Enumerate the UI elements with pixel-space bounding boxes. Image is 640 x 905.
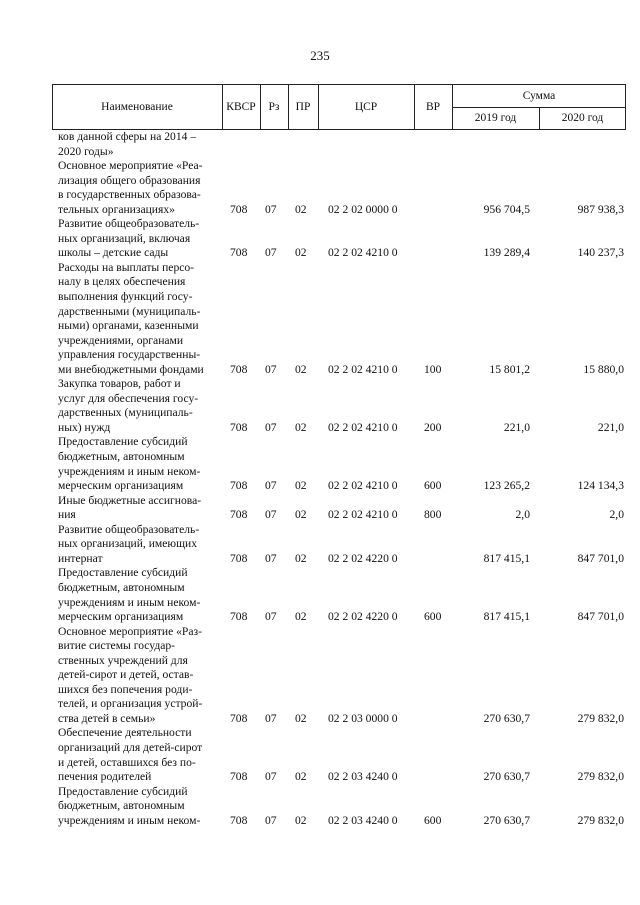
cell-rz: 07 (265, 202, 277, 216)
row-name-line: учреждениям и иным неком- (58, 595, 201, 609)
header-kvsr: КВСР (226, 101, 256, 113)
cell-kvsr: 708 (230, 479, 248, 493)
row-name-line: ния (58, 508, 76, 522)
cell-s2020: 2,0 (609, 508, 624, 522)
header-sum: Сумма (452, 85, 626, 108)
row-name-line: учреждениям и иным неком- (58, 464, 201, 478)
cell-s2019: 15 801,2 (489, 362, 530, 376)
cell-s2020: 279 832,0 (577, 711, 624, 725)
cell-rz: 07 (265, 362, 277, 376)
header-vr: ВР (425, 101, 441, 113)
cell-kvsr: 708 (230, 813, 248, 827)
row-name-line: учреждениями, органами (58, 333, 184, 347)
cell-csr: 02 2 02 4210 0 (328, 508, 398, 522)
table-row (52, 625, 626, 727)
header-border-right (625, 85, 626, 129)
cell-csr: 02 2 02 4220 0 (328, 551, 398, 565)
cell-s2020: 140 237,3 (577, 246, 624, 260)
cell-csr: 02 2 02 4210 0 (328, 362, 398, 376)
row-name-line: ства детей в семьи» (58, 711, 156, 725)
table-header (52, 84, 626, 130)
row-name-line: телей, и организация устрой- (58, 697, 203, 711)
row-name-line: мерческим организациям (58, 610, 184, 624)
cell-pr: 02 (295, 479, 307, 493)
row-name (52, 523, 216, 567)
cell-vr: 600 (424, 813, 442, 827)
row-name-line: Основное мероприятие «Раз- (58, 624, 202, 638)
cell-s2019: 270 630,7 (483, 813, 530, 827)
cell-pr: 02 (295, 813, 307, 827)
cell-rz: 07 (265, 420, 277, 434)
row-name-line: ными) органами, казенными (58, 319, 199, 333)
cell-s2019: 270 630,7 (483, 711, 530, 725)
cell-s2020: 15 880,0 (583, 362, 624, 376)
cell-s2020: 279 832,0 (577, 770, 624, 784)
cell-vr: 600 (424, 610, 442, 624)
row-name-line: бюджетным, автономным (58, 580, 185, 594)
row-name-line: Предоставление субсидий (58, 784, 188, 798)
row-name-line: Основное мероприятие «Реа- (58, 159, 203, 173)
row-name-line: лизация общего образования (58, 173, 201, 187)
table-row (52, 785, 626, 829)
row-name-line: витие системы государ- (58, 639, 176, 653)
header-year-2019: 2019 год (474, 112, 517, 124)
cell-rz: 07 (265, 610, 277, 624)
cell-rz: 07 (265, 246, 277, 260)
row-name (52, 159, 216, 217)
row-name (52, 566, 216, 624)
cell-s2019: 2,0 (515, 508, 530, 522)
row-name (52, 217, 216, 261)
header-divider (222, 85, 223, 129)
cell-s2019: 123 265,2 (483, 479, 530, 493)
cell-s2020: 847 701,0 (577, 551, 624, 565)
cell-rz: 07 (265, 551, 277, 565)
cell-vr: 800 (424, 508, 442, 522)
table-row (52, 566, 626, 624)
row-name (52, 726, 216, 784)
cell-csr: 02 2 03 4240 0 (328, 770, 398, 784)
cell-rz: 07 (265, 479, 277, 493)
header-divider (452, 85, 453, 129)
cell-s2019: 270 630,7 (483, 770, 530, 784)
header-divider (414, 85, 415, 129)
row-name-line: ков данной сферы на 2014 – (58, 130, 197, 143)
cell-s2019: 221,0 (503, 420, 530, 434)
row-name-line: детей-сирот и детей, остав- (58, 668, 194, 682)
row-name (52, 494, 216, 523)
header-divider (288, 85, 289, 129)
cell-s2020: 124 134,3 (577, 479, 624, 493)
row-name-line: школы – детские сады (58, 246, 169, 260)
cell-pr: 02 (295, 202, 307, 216)
row-name-line: Иные бюджетные ассигнова- (58, 493, 202, 507)
row-name-line: Развитие общеобразователь- (58, 217, 200, 231)
row-name-line: ных организаций, имеющих (58, 537, 198, 551)
cell-rz: 07 (265, 711, 277, 725)
page-number: 235 (310, 48, 330, 63)
table-row (52, 159, 626, 217)
row-name-line: шихся без попечения роди- (58, 682, 193, 696)
row-name-line: мерческим организациям (58, 479, 184, 493)
row-name-line: Предоставление субсидий (58, 566, 188, 580)
row-name-line: услуг для обеспечения госу- (58, 391, 199, 405)
row-name-line: налу в целях обеспечения (58, 275, 186, 289)
table-row (52, 377, 626, 435)
row-name-line: Развитие общеобразователь- (58, 522, 200, 536)
header-rz: Рз (268, 101, 280, 113)
table-row (52, 726, 626, 784)
table-row (52, 494, 626, 523)
row-name-line: управления государственны- (58, 348, 201, 362)
row-name-line: бюджетным, автономным (58, 799, 185, 813)
cell-s2019: 817 415,1 (483, 610, 530, 624)
cell-kvsr: 708 (230, 508, 248, 522)
cell-vr: 100 (424, 362, 442, 376)
row-name-line: Закупка товаров, работ и (58, 377, 181, 391)
row-name-line: ми внебюджетными фондами (58, 362, 204, 376)
cell-kvsr: 708 (230, 246, 248, 260)
row-name (52, 785, 216, 829)
row-name-line: ных) нужд (58, 420, 111, 434)
cell-pr: 02 (295, 362, 307, 376)
row-name-line: ственных учреждений для (58, 653, 188, 667)
cell-vr: 600 (424, 479, 442, 493)
row-name-line: интернат (58, 551, 103, 565)
cell-pr: 02 (295, 508, 307, 522)
cell-csr: 02 2 02 4210 0 (328, 246, 398, 260)
table-row (52, 523, 626, 567)
table-body (52, 130, 626, 828)
row-name-line: Предоставление субсидий (58, 435, 188, 449)
row-name-line: бюджетным, автономным (58, 450, 185, 464)
budget-table (52, 84, 626, 828)
cell-s2020: 221,0 (597, 420, 624, 434)
cell-kvsr: 708 (230, 420, 248, 434)
cell-csr: 02 2 03 4240 0 (328, 813, 398, 827)
row-name-line: дарственных (муниципаль- (58, 406, 193, 420)
cell-s2020: 847 701,0 (577, 610, 624, 624)
row-name-line: 2020 годы» (58, 144, 114, 158)
row-name (52, 261, 216, 377)
cell-s2020: 987 938,3 (577, 202, 624, 216)
row-name-line: печения родителей (58, 770, 152, 784)
cell-pr: 02 (295, 246, 307, 260)
row-name-line: дарственными (муниципаль- (58, 304, 201, 318)
header-border-left (52, 85, 53, 129)
cell-pr: 02 (295, 551, 307, 565)
cell-vr: 200 (424, 420, 442, 434)
cell-kvsr: 708 (230, 551, 248, 565)
cell-rz: 07 (265, 813, 277, 827)
row-name-line: организаций для детей-сирот (58, 740, 203, 754)
cell-kvsr: 708 (230, 362, 248, 376)
header-divider (539, 107, 540, 129)
table-row (52, 130, 626, 159)
cell-pr: 02 (295, 420, 307, 434)
row-name-line: в государственных образова- (58, 188, 201, 202)
table-row (52, 435, 626, 493)
cell-kvsr: 708 (230, 770, 248, 784)
cell-csr: 02 2 03 0000 0 (328, 711, 398, 725)
table-row (52, 217, 626, 261)
row-name-line: и детей, оставшихся без по- (58, 755, 196, 769)
row-name-line: учреждениям и иным неком- (58, 813, 201, 827)
cell-s2019: 956 704,5 (483, 202, 530, 216)
cell-pr: 02 (295, 770, 307, 784)
header-csr: ЦСР (354, 101, 378, 113)
header-divider (260, 85, 261, 129)
cell-kvsr: 708 (230, 610, 248, 624)
cell-pr: 02 (295, 711, 307, 725)
row-name-line: тельных организациях» (58, 202, 175, 216)
row-name (52, 377, 216, 435)
cell-csr: 02 2 02 0000 0 (328, 202, 398, 216)
cell-rz: 07 (265, 770, 277, 784)
row-name (52, 625, 216, 727)
cell-rz: 07 (265, 508, 277, 522)
header-pr: ПР (295, 101, 311, 113)
row-name (52, 130, 216, 159)
cell-csr: 02 2 02 4210 0 (328, 420, 398, 434)
cell-csr: 02 2 02 4220 0 (328, 610, 398, 624)
cell-s2020: 279 832,0 (577, 813, 624, 827)
cell-csr: 02 2 02 4210 0 (328, 479, 398, 493)
cell-kvsr: 708 (230, 202, 248, 216)
header-year-2020: 2020 год (561, 112, 604, 124)
row-name-line: Расходы на выплаты персо- (58, 260, 195, 274)
table-row (52, 261, 626, 377)
row-name (52, 435, 216, 493)
header-name: Наименование (101, 101, 173, 113)
cell-kvsr: 708 (230, 711, 248, 725)
cell-s2019: 817 415,1 (483, 551, 530, 565)
row-name-line: ных организаций, включая (58, 231, 191, 245)
header-divider (318, 85, 319, 129)
cell-pr: 02 (295, 610, 307, 624)
row-name-line: выполнения функций госу- (58, 290, 193, 304)
cell-s2019: 139 289,4 (483, 246, 530, 260)
row-name-line: Обеспечение деятельности (58, 726, 192, 740)
